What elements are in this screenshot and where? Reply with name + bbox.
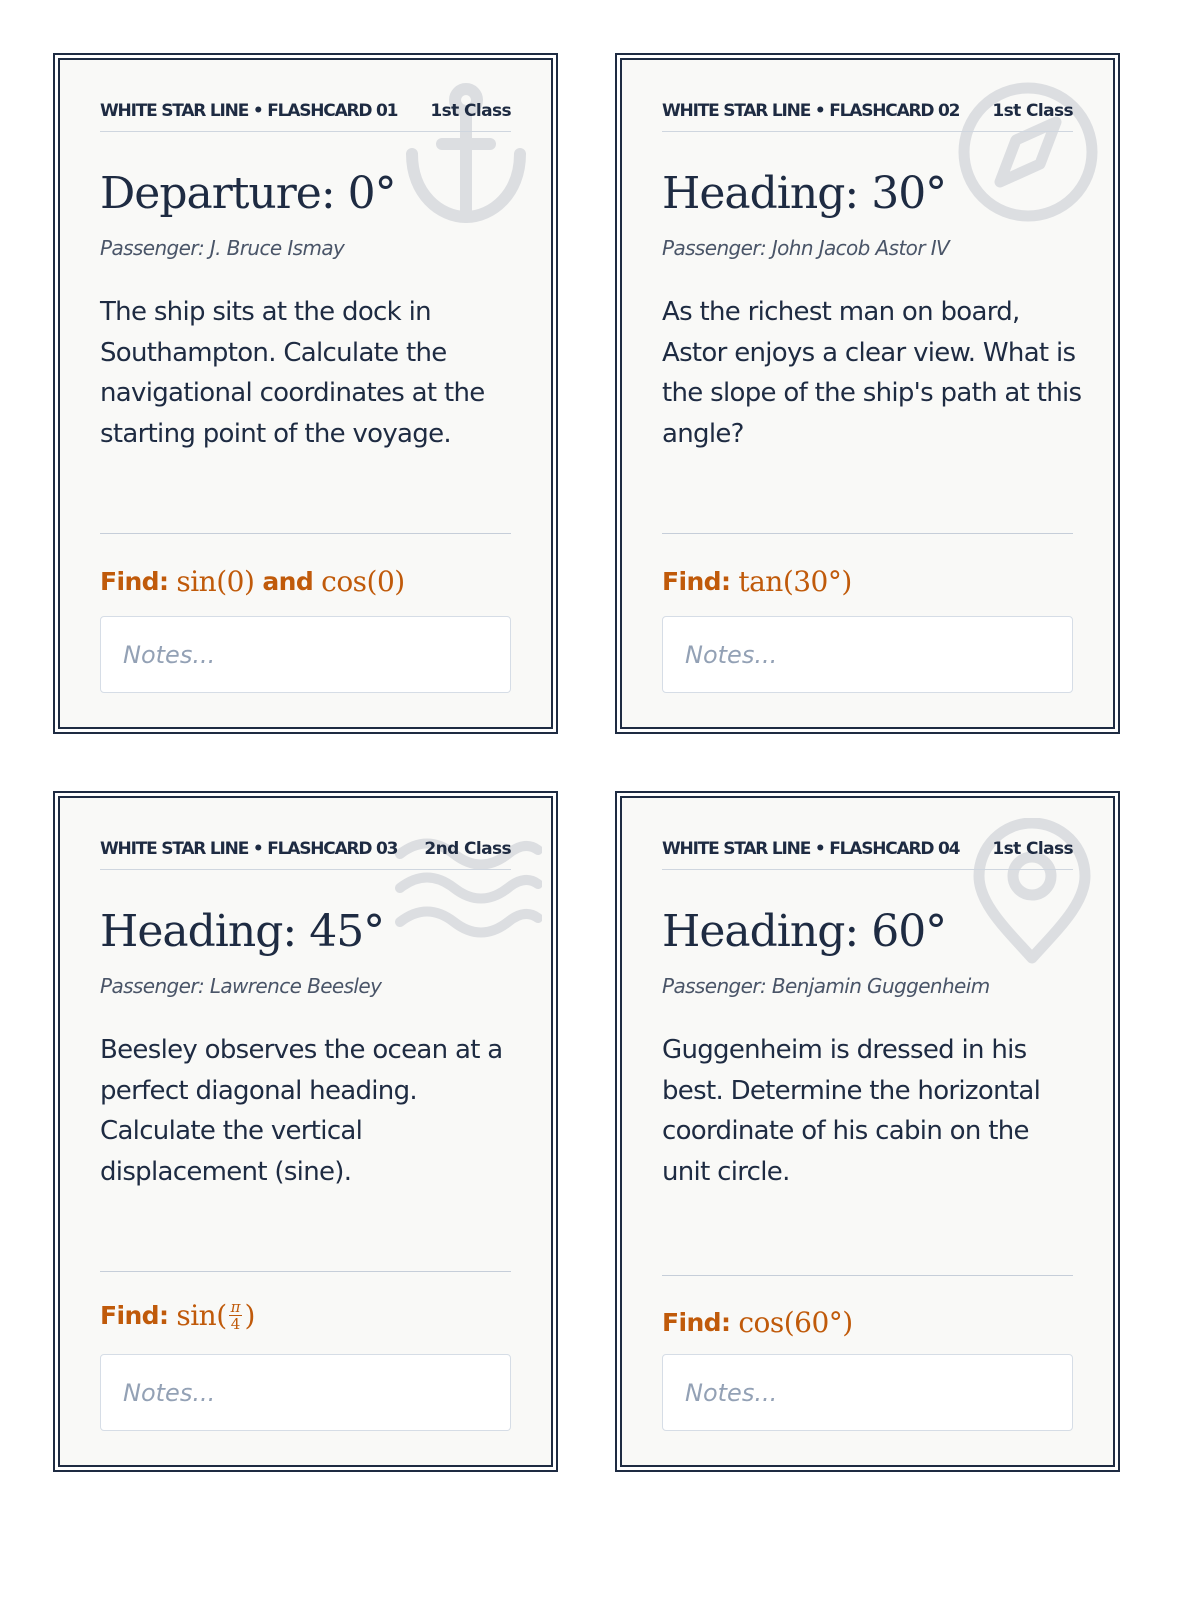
card-prompt: The ship sits at the dock in Southampton. Calculate the navigational coordinates at the starting point of the voyage.: [100, 297, 485, 449]
flashcard-line-label: WHITE STAR LINE • FLASHCARD 04: [662, 839, 960, 859]
find-label: Find:: [662, 567, 731, 596]
flashcard-04-inner: [620, 796, 1115, 1467]
card-header: [100, 837, 511, 870]
passenger-class-label: 1st Class: [992, 101, 1073, 121]
passenger-name: Passenger: J. Bruce Ismay: [100, 236, 345, 260]
card-title: Heading: 45°: [100, 906, 385, 957]
find-expression-suffix: ): [244, 1299, 255, 1332]
card-prompt: As the richest man on board, Astor enjoys a clear view. What is the slope of the ship's path at this angle?: [662, 297, 1082, 449]
notes-input[interactable]: [100, 1354, 511, 1431]
passenger-name: Passenger: John Jacob Astor IV: [662, 236, 950, 260]
flashcard-01: [53, 53, 558, 734]
passenger-class-label: 2nd Class: [424, 839, 511, 859]
find-expression: tan(30°): [738, 565, 852, 598]
divider: [662, 1275, 1073, 1276]
flashcard-line-label: WHITE STAR LINE • FLASHCARD 02: [662, 101, 960, 121]
find-expression: sin(0): [176, 565, 255, 598]
card-header: [662, 99, 1073, 132]
find-expression: cos(60°): [738, 1306, 853, 1339]
fraction-denominator: 4: [230, 1315, 241, 1333]
find-expression-prefix: sin(: [176, 1299, 227, 1332]
notes-input[interactable]: [662, 1354, 1073, 1431]
card-title: Heading: 30°: [662, 168, 947, 219]
fraction-numerator: π: [230, 1298, 241, 1316]
flashcard-line-label: WHITE STAR LINE • FLASHCARD 01: [100, 101, 398, 121]
find-prompt: [662, 565, 852, 598]
flashcard-line-label: WHITE STAR LINE • FLASHCARD 03: [100, 839, 398, 859]
find-conjunction: and: [262, 567, 314, 596]
notes-input[interactable]: [662, 616, 1073, 693]
flashcard-02-inner: [620, 58, 1115, 729]
card-title: Heading: 60°: [662, 906, 947, 957]
find-label: Find:: [100, 1301, 169, 1330]
card-title: Departure: 0°: [100, 168, 396, 219]
card-prompt: Beesley observes the ocean at a perfect diagonal heading. Calculate the vertical displacement (sine).: [100, 1035, 503, 1187]
passenger-name: Passenger: Benjamin Guggenheim: [662, 974, 990, 998]
divider: [100, 533, 511, 534]
find-prompt: [100, 1299, 255, 1332]
passenger-class-label: 1st Class: [430, 101, 511, 121]
flashcard-04: [615, 791, 1120, 1472]
card-prompt: Guggenheim is dressed in his best. Determine the horizontal coordinate of his cabin on the unit circle.: [662, 1035, 1041, 1187]
flashcard-02: [615, 53, 1120, 734]
find-label: Find:: [662, 1308, 731, 1337]
divider: [100, 1271, 511, 1272]
flashcard-03-inner: [58, 796, 553, 1467]
find-prompt: [662, 1306, 853, 1339]
card-header: [662, 837, 1073, 870]
find-label: Find:: [100, 567, 169, 596]
passenger-name: Passenger: Lawrence Beesley: [100, 974, 382, 998]
card-header: [100, 99, 511, 132]
notes-input[interactable]: [100, 616, 511, 693]
divider: [662, 533, 1073, 534]
find-expression-2: cos(0): [321, 565, 405, 598]
passenger-class-label: 1st Class: [992, 839, 1073, 859]
flashcard-03: [53, 791, 558, 1472]
flashcard-01-inner: [58, 58, 553, 729]
fraction: [229, 1299, 243, 1332]
find-prompt: [100, 565, 405, 598]
